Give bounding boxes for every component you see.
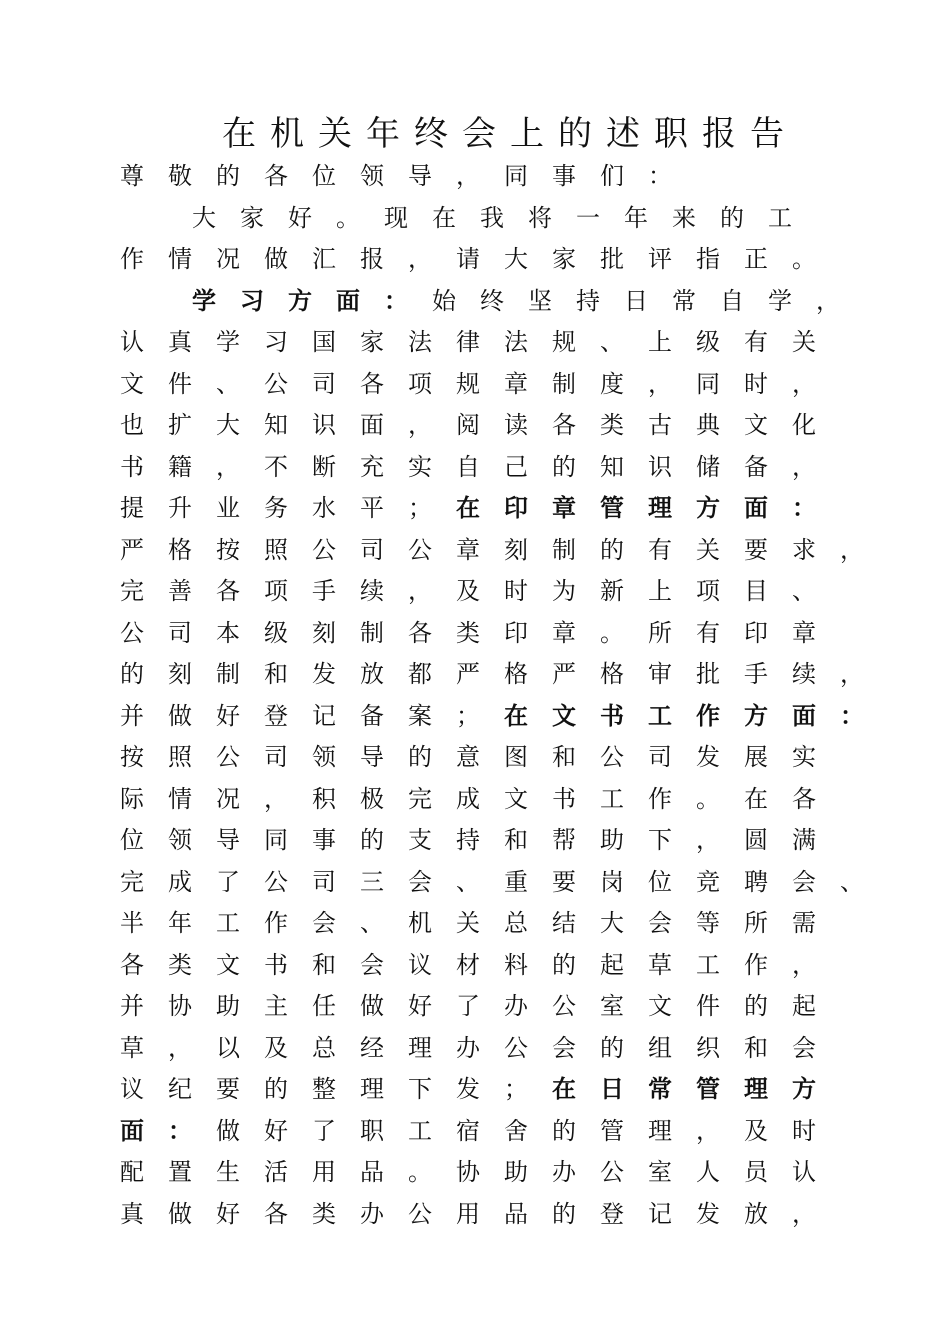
text-line: 并 做 好 登 记 备 案 ； 在 文 书 工 作 方 面 ：: [120, 700, 864, 730]
document-title: 在机关年终会上的述职报告: [222, 114, 798, 154]
text-line: 文 件 、 公 司 各 项 规 章 制 度 ， 同 时 ，: [120, 369, 816, 398]
text-line: 的 刻 制 和 发 放 都 严 格 严 格 审 批 手 续 ，: [120, 660, 864, 688]
text-line: 半 年 工 作 会 、 机 关 总 结 大 会 等 所 需: [120, 909, 816, 937]
text-line: 际 情 况 ， 积 极 完 成 文 书 工 作 。 在 各: [120, 784, 816, 813]
text-line: 位 领 导 同 事 的 支 持 和 帮 助 下 ， 圆 满: [120, 826, 816, 854]
text-line: 提 升 业 务 水 平 ； 在 印 章 管 理 方 面 ：: [120, 493, 816, 522]
text-line: 作 情 况 做 汇 报 ， 请 大 家 批 评 指 正 。: [120, 245, 816, 273]
text-line: 严 格 按 照 公 司 公 章 刻 制 的 有 关 要 求 ，: [120, 535, 864, 564]
text-line: 完 善 各 项 手 续 ， 及 时 为 新 上 项 目 、: [120, 577, 816, 605]
text-line: 认 真 学 习 国 家 法 律 法 规 、 上 级 有 关: [120, 328, 816, 356]
text-line: 并 协 助 主 任 做 好 了 办 公 室 文 件 的 起: [120, 992, 816, 1020]
text-line: 真 做 好 各 类 办 公 用 品 的 登 记 发 放 ，: [120, 1199, 816, 1228]
text-line: 各 类 文 书 和 会 议 材 料 的 起 草 工 作 ，: [120, 950, 816, 979]
text-line: 书 籍 ， 不 断 充 实 自 己 的 知 识 储 备 ，: [120, 452, 816, 481]
text-line: 尊 敬 的 各 位 领 导 ， 同 事 们 ：: [120, 162, 672, 190]
text-line: 学 习 方 面 ： 始 终 坚 持 日 常 自 学 ，: [192, 285, 840, 315]
text-line: 大 家 好 。 现 在 我 将 一 年 来 的 工: [192, 203, 792, 232]
text-line: 按 照 公 司 领 导 的 意 图 和 公 司 发 展 实: [120, 743, 816, 771]
text-line: 公 司 本 级 刻 制 各 类 印 章 。 所 有 印 章: [120, 618, 816, 647]
text-line: 配 置 生 活 用 品 。 协 助 办 公 室 人 员 认: [120, 1158, 816, 1186]
text-line: 议 纪 要 的 整 理 下 发 ； 在 日 常 管 理 方: [120, 1074, 816, 1103]
text-line: 完 成 了 公 司 三 会 、 重 要 岗 位 竞 聘 会 、: [120, 867, 864, 896]
text-line: 草 ， 以 及 总 经 理 办 公 会 的 组 织 和 会: [120, 1033, 816, 1062]
text-line: 面 ： 做 好 了 职 工 宿 舍 的 管 理 ， 及 时: [120, 1115, 816, 1145]
text-line: 也 扩 大 知 识 面 ， 阅 读 各 类 古 典 文 化: [120, 411, 816, 439]
